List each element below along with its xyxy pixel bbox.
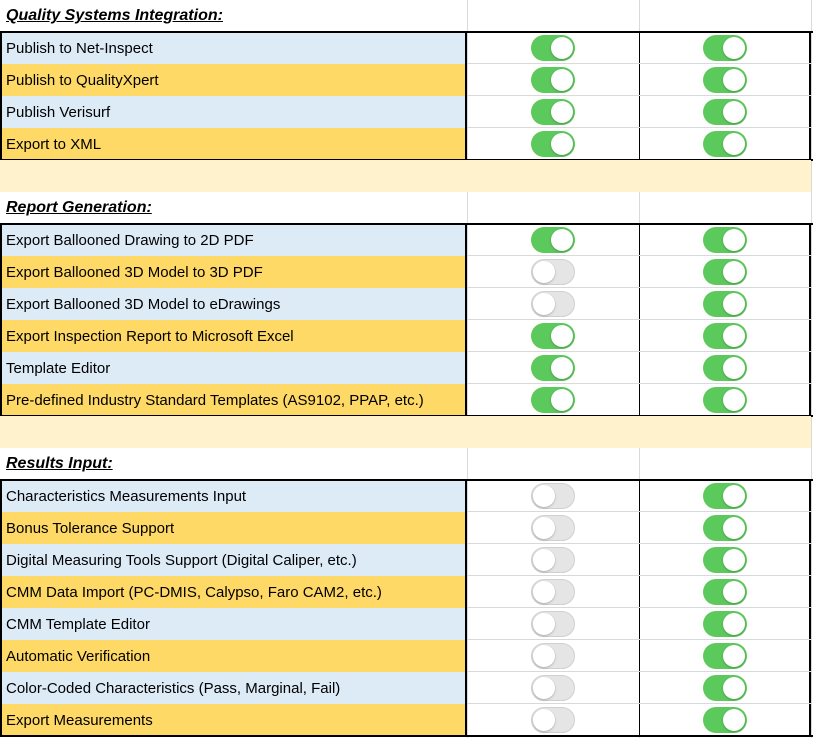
feature-row [0, 64, 817, 96]
feature-row [0, 288, 817, 320]
section-header-row [0, 448, 817, 480]
edition-b-cell [639, 544, 811, 576]
feature-label: Export to XML [0, 128, 467, 160]
edition-b-toggle[interactable] [703, 579, 747, 605]
edition-b-cell [639, 608, 811, 640]
edition-b-cell [639, 32, 811, 64]
toggle-knob [723, 613, 745, 635]
feature-label: Export Ballooned 3D Model to 3D PDF [0, 256, 467, 288]
edition-b-toggle[interactable] [703, 259, 747, 285]
feature-row [0, 384, 817, 416]
toggle-knob [551, 133, 573, 155]
edition-a-toggle[interactable] [531, 579, 575, 605]
toggle-knob [723, 261, 745, 283]
block-border-top [0, 479, 813, 481]
feature-label: Automatic Verification [0, 640, 467, 672]
toggle-knob [723, 709, 745, 731]
edition-a-cell [467, 544, 639, 576]
edition-b-toggle[interactable] [703, 387, 747, 413]
section-title: Quality Systems Integration: [6, 7, 223, 24]
edition-a-toggle[interactable] [531, 67, 575, 93]
feature-row [0, 352, 817, 384]
edition-a-toggle[interactable] [531, 515, 575, 541]
edition-a-toggle[interactable] [531, 675, 575, 701]
edition-b-cell [639, 288, 811, 320]
edition-b-toggle[interactable] [703, 643, 747, 669]
feature-row [0, 608, 817, 640]
toggle-knob [533, 709, 555, 731]
toggle-knob [533, 645, 555, 667]
feature-row [0, 480, 817, 512]
toggle-knob [533, 549, 555, 571]
feature-row [0, 512, 817, 544]
edition-b-toggle[interactable] [703, 675, 747, 701]
edition-b-toggle[interactable] [703, 131, 747, 157]
edition-a-cell [467, 576, 639, 608]
feature-row [0, 640, 817, 672]
feature-label: Export Inspection Report to Microsoft Excel [0, 320, 467, 352]
feature-row [0, 96, 817, 128]
feature-label: Pre-defined Industry Standard Templates (AS9102, PPAP, etc.) [0, 384, 467, 416]
feature-label: Template Editor [0, 352, 467, 384]
edition-b-toggle[interactable] [703, 227, 747, 253]
toggle-knob [533, 613, 555, 635]
toggle-knob [533, 517, 555, 539]
feature-label: Export Ballooned 3D Model to eDrawings [0, 288, 467, 320]
toggle-knob [723, 549, 745, 571]
edition-a-toggle[interactable] [531, 355, 575, 381]
section-spacer [0, 160, 811, 192]
block-border-top [0, 31, 813, 33]
toggle-knob [551, 325, 573, 347]
toggle-knob [551, 389, 573, 411]
edition-b-toggle[interactable] [703, 67, 747, 93]
section-title: Report Generation: [6, 199, 152, 216]
feature-label: Publish Verisurf [0, 96, 467, 128]
feature-row [0, 320, 817, 352]
edition-a-toggle[interactable] [531, 323, 575, 349]
edition-b-cell [639, 672, 811, 704]
edition-a-cell [467, 704, 639, 736]
edition-a-cell [467, 288, 639, 320]
edition-a-toggle[interactable] [531, 643, 575, 669]
feature-label: Publish to QualityXpert [0, 64, 467, 96]
edition-a-cell [467, 128, 639, 160]
edition-b-cell [639, 480, 811, 512]
edition-a-toggle[interactable] [531, 707, 575, 733]
edition-b-cell [639, 96, 811, 128]
edition-b-toggle[interactable] [703, 547, 747, 573]
feature-label: Color-Coded Characteristics (Pass, Marginal, Fail) [0, 672, 467, 704]
edition-a-cell [467, 640, 639, 672]
edition-a-toggle[interactable] [531, 387, 575, 413]
toggle-knob [723, 389, 745, 411]
feature-row [0, 128, 817, 160]
feature-label: Export Ballooned Drawing to 2D PDF [0, 224, 467, 256]
feature-label: Bonus Tolerance Support [0, 512, 467, 544]
edition-b-toggle[interactable] [703, 611, 747, 637]
toggle-knob [533, 581, 555, 603]
edition-a-toggle[interactable] [531, 227, 575, 253]
edition-b-cell [639, 704, 811, 736]
edition-b-toggle[interactable] [703, 35, 747, 61]
section-title: Results Input: [6, 455, 113, 472]
block-border-left [0, 480, 2, 736]
toggle-knob [723, 581, 745, 603]
block-border-left [0, 224, 2, 416]
feature-row [0, 224, 817, 256]
toggle-knob [723, 325, 745, 347]
edition-a-cell [467, 352, 639, 384]
edition-a-cell [467, 608, 639, 640]
toggle-knob [551, 357, 573, 379]
section-header-row [0, 192, 817, 224]
toggle-knob [723, 101, 745, 123]
toggle-knob [551, 101, 573, 123]
edition-b-cell [639, 64, 811, 96]
toggle-knob [723, 517, 745, 539]
feature-label: Characteristics Measurements Input [0, 480, 467, 512]
edition-b-cell [639, 384, 811, 416]
feature-label: Publish to Net-Inspect [0, 32, 467, 64]
toggle-knob [533, 261, 555, 283]
edition-a-cell [467, 32, 639, 64]
feature-row [0, 32, 817, 64]
toggle-knob [551, 37, 573, 59]
edition-b-cell [639, 512, 811, 544]
block-border-top [0, 223, 813, 225]
edition-a-toggle[interactable] [531, 611, 575, 637]
edition-a-cell [467, 512, 639, 544]
edition-a-cell [467, 384, 639, 416]
toggle-knob [723, 645, 745, 667]
toggle-knob [723, 677, 745, 699]
edition-b-toggle[interactable] [703, 291, 747, 317]
section-spacer [0, 416, 811, 448]
toggle-knob [723, 357, 745, 379]
edition-b-cell [639, 128, 811, 160]
edition-b-toggle[interactable] [703, 515, 747, 541]
edition-a-toggle[interactable] [531, 259, 575, 285]
edition-a-cell [467, 320, 639, 352]
feature-row [0, 256, 817, 288]
toggle-knob [723, 485, 745, 507]
edition-b-cell [639, 320, 811, 352]
edition-a-toggle[interactable] [531, 547, 575, 573]
edition-b-cell [639, 352, 811, 384]
feature-row [0, 672, 817, 704]
edition-a-cell [467, 64, 639, 96]
edition-a-cell [467, 256, 639, 288]
edition-b-cell [639, 256, 811, 288]
toggle-knob [533, 485, 555, 507]
edition-a-toggle[interactable] [531, 291, 575, 317]
block-border-bottom [0, 735, 813, 737]
toggle-knob [723, 229, 745, 251]
feature-label: CMM Data Import (PC-DMIS, Calypso, Faro CAM2, etc.) [0, 576, 467, 608]
edition-a-toggle[interactable] [531, 35, 575, 61]
toggle-knob [551, 229, 573, 251]
feature-label: Export Measurements [0, 704, 467, 736]
edition-b-toggle[interactable] [703, 99, 747, 125]
toggle-knob [533, 677, 555, 699]
edition-b-toggle[interactable] [703, 355, 747, 381]
edition-b-toggle[interactable] [703, 483, 747, 509]
edition-a-cell [467, 672, 639, 704]
feature-row [0, 704, 817, 736]
edition-b-toggle[interactable] [703, 707, 747, 733]
feature-row [0, 576, 817, 608]
edition-b-cell [639, 224, 811, 256]
edition-a-toggle[interactable] [531, 99, 575, 125]
edition-b-cell [639, 640, 811, 672]
edition-a-cell [467, 96, 639, 128]
edition-b-cell [639, 576, 811, 608]
edition-a-cell [467, 224, 639, 256]
toggle-knob [551, 69, 573, 91]
feature-row [0, 544, 817, 576]
edition-a-toggle[interactable] [531, 483, 575, 509]
toggle-knob [533, 293, 555, 315]
edition-a-cell [467, 480, 639, 512]
toggle-knob [723, 133, 745, 155]
toggle-knob [723, 37, 745, 59]
toggle-knob [723, 69, 745, 91]
toggle-knob [723, 293, 745, 315]
edition-b-toggle[interactable] [703, 323, 747, 349]
block-border-left [0, 32, 2, 160]
edition-a-toggle[interactable] [531, 131, 575, 157]
section-header-row [0, 0, 817, 32]
feature-label: CMM Template Editor [0, 608, 467, 640]
feature-label: Digital Measuring Tools Support (Digital Caliper, etc.) [0, 544, 467, 576]
